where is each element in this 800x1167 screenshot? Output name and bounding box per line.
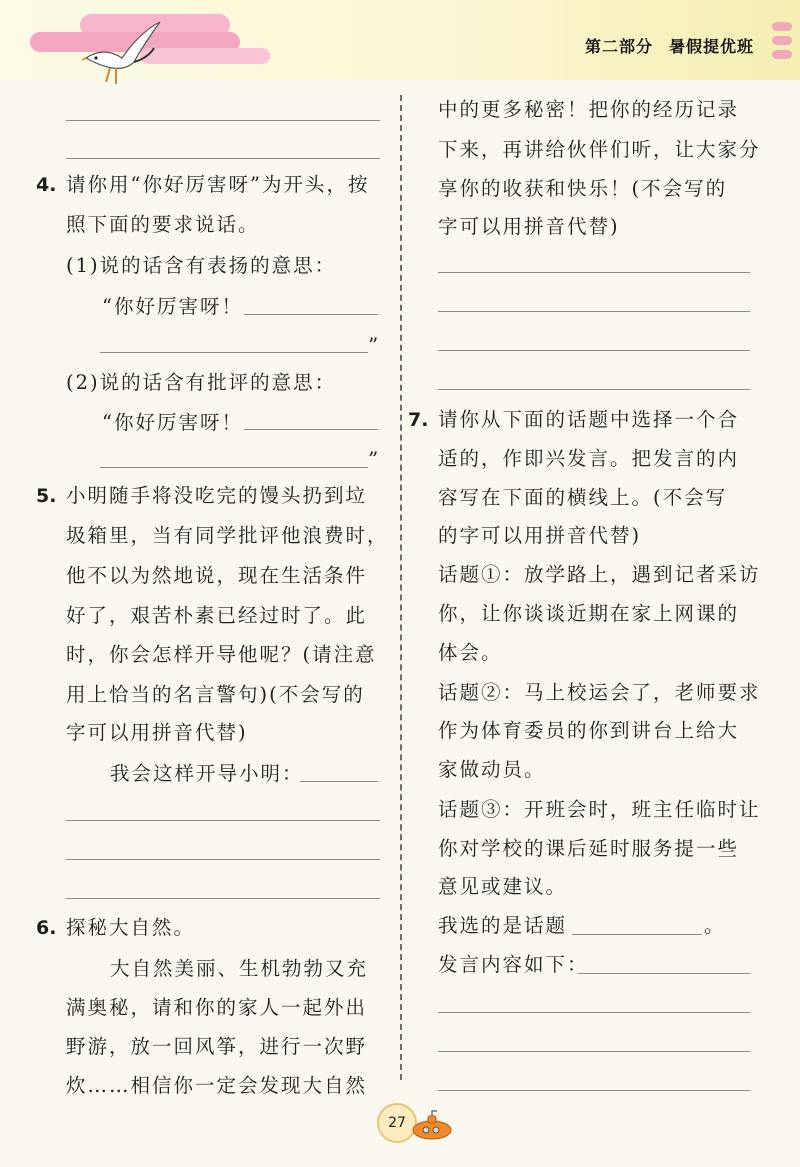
topic-choice-line[interactable] [572, 934, 702, 935]
question-number: 7. [408, 409, 429, 431]
q4-quote-start: “你好厉害呀！ [102, 411, 243, 434]
topic-3: 你对学校的课后延时服务提一些 [438, 837, 740, 860]
pink-tab-decoration [772, 36, 792, 45]
q5-text-line: 字可以用拼音代替) [66, 721, 248, 744]
q6-text-line: 大自然美丽、生机勃勃又充 [110, 957, 369, 980]
answer-line[interactable] [100, 352, 368, 353]
submarine-icon [410, 1108, 454, 1142]
page-header [0, 0, 800, 80]
section-title [585, 34, 754, 57]
topic-choice-prompt: 我选的是话题 [438, 914, 568, 937]
q5-text-line: 时，你会怎样开导他呢？(请注意 [66, 643, 377, 666]
q4-subquestion-2: (2)说的话含有批评的意思： [66, 371, 337, 394]
answer-line[interactable] [438, 389, 750, 390]
seagull-icon [82, 18, 166, 88]
section-subtitle: 暑假提优班 [668, 37, 754, 56]
q4-prompt: 照下面的要求说话。 [66, 213, 260, 236]
answer-line[interactable] [438, 1051, 750, 1052]
q6-text-line: 野游，放一回风筝，进行一次野 [66, 1035, 368, 1058]
page-number: 27 [377, 1103, 417, 1143]
answer-line[interactable] [578, 973, 750, 974]
q6-title: 探秘大自然。 [66, 916, 196, 939]
topic-3: 话题③：开班会时，班主任临时让 [438, 798, 761, 821]
question-number: 5. [36, 485, 57, 507]
q6-text-line: 字可以用拼音代替) [438, 215, 620, 238]
answer-line[interactable] [244, 314, 378, 315]
q7-text-line: 请你从下面的话题中选择一个合 [438, 408, 740, 431]
answer-line[interactable] [438, 311, 750, 312]
answer-line[interactable] [438, 272, 750, 273]
q4-quote-start: “你好厉害呀！ [102, 295, 243, 318]
topic-choice-end: 。 [704, 914, 726, 937]
answer-line[interactable] [300, 781, 378, 782]
question-number: 4. [36, 174, 57, 196]
answer-line[interactable] [66, 120, 380, 121]
q5-text-line: 圾箱里，当有同学批评他浪费时， [66, 524, 389, 547]
closing-quote: ” [368, 447, 379, 471]
q7-text-line: 容写在下面的横线上。(不会写 [438, 486, 728, 509]
question-number: 6. [36, 917, 57, 939]
q5-text-line: 小明随手将没吃完的馒头扔到垃 [66, 484, 368, 507]
topic-1: 话题①：放学路上，遇到记者采访 [438, 563, 761, 586]
answer-line[interactable] [438, 1012, 750, 1013]
topic-1: 你，让你谈谈近期在家上网课的 [438, 602, 740, 625]
q5-answer-prompt: 我会这样开导小明： [110, 762, 304, 785]
answer-line[interactable] [66, 820, 380, 821]
q6-text-line: 下来，再讲给伙伴们听，让大家分 [438, 138, 761, 161]
q6-text-line: 中的更多秘密！把你的经历记录 [438, 98, 740, 121]
pink-tab-decoration [772, 50, 792, 59]
pink-tab-decoration [772, 22, 792, 31]
q6-text-line: 享你的收获和快乐！(不会写的 [438, 177, 728, 200]
q6-text-line: 炊……相信你一定会发现大自然 [66, 1074, 368, 1097]
q7-text-line: 的字可以用拼音代替) [438, 524, 642, 547]
q4-subquestion-1: (1)说的话含有表扬的意思： [66, 254, 337, 277]
answer-line[interactable] [66, 158, 380, 159]
q5-text-line: 好了，艰苦朴素已经过时了。此 [66, 604, 368, 627]
answer-line[interactable] [66, 898, 380, 899]
answer-line[interactable] [244, 429, 378, 430]
topic-2: 话题②：马上校运会了，老师要求 [438, 681, 761, 704]
content-prompt: 发言内容如下： [438, 953, 589, 976]
topic-2: 家做动员。 [438, 758, 546, 781]
q4-prompt: 请你用“你好厉害呀”为开头，按 [66, 173, 370, 196]
section-label: 第二部分 [584, 37, 653, 56]
answer-line[interactable] [100, 467, 368, 468]
answer-line[interactable] [66, 859, 380, 860]
topic-3: 意见或建议。 [438, 875, 568, 898]
q6-text-line: 满奥秘，请和你的家人一起外出 [66, 996, 368, 1019]
closing-quote: ” [368, 333, 379, 357]
answer-line[interactable] [438, 1090, 750, 1091]
topic-1: 体会。 [438, 641, 503, 664]
topic-2: 作为体育委员的你到讲台上给大 [438, 719, 740, 742]
q7-text-line: 适的，作即兴发言。把发言的内 [438, 447, 740, 470]
q5-text-line: 用上恰当的名言警句)(不会写的 [66, 683, 365, 706]
answer-line[interactable] [438, 350, 750, 351]
column-divider [400, 95, 402, 1080]
q5-text-line: 他不以为然地说，现在生活条件 [66, 564, 368, 587]
